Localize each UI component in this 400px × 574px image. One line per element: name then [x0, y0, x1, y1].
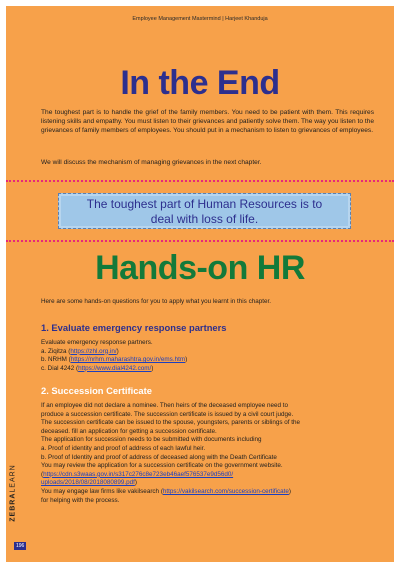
application-link-part-2[interactable]: uploads/2018/08/2018080899.pdf	[41, 479, 135, 487]
callout-line-2: deal with loss of life.	[150, 212, 259, 226]
question-1-lead: Evaluate emergency response partners.	[41, 339, 153, 346]
closing-line: for helping with the process.	[41, 496, 120, 504]
page-number: 196	[16, 543, 25, 549]
running-head: Employee Management Mastermind | Harjeet Khanduja	[132, 16, 268, 22]
dotted-divider-top	[6, 180, 394, 182]
quote-callout	[58, 193, 351, 229]
section-title-hands-on-hr: Hands-on HR	[95, 249, 305, 287]
succession-line: The succession certificate can be issued to the spouse, youngsters, parents or siblings of the	[41, 419, 301, 427]
in-the-end-paragraph: The toughest part is to handle the grief of the family members. You need to be patient with them. This requires listening skills and empathy. You must listen to their grievances and patiently solve them. The way you listen to the grievances of family members of employees. You should put in a mechanism to listen to grievances of employees.	[41, 109, 374, 134]
section-title-in-the-end: In the End	[120, 64, 280, 102]
question-1-heading: 1. Evaluate emergency response partners	[41, 322, 227, 333]
succession-line: b. Proof of Identity and proof of address of deceased along with the Death Certificate	[41, 453, 277, 461]
question-2-heading: 2. Succession Certificate	[41, 385, 152, 396]
book-page	[6, 6, 394, 562]
partner-item-ziqitza: a. Ziqitza (https://zhl.org.in/)	[41, 347, 119, 355]
ziqitza-link[interactable]: https://zhl.org.in/	[70, 347, 117, 355]
application-link-line: (https://cdn.s3waas.gov.in/s317c276c8e723eb46aef576537e9d56d0/	[41, 470, 234, 478]
succession-line: If an employee did not declare a nominee. Then heirs of the deceased employee need to	[41, 402, 289, 409]
hands-on-intro: Here are some hands-on questions for you to apply what you learnt in this chapter.	[41, 298, 271, 305]
succession-line: a. Proof of identity and proof of address of each lawful heir.	[41, 444, 206, 452]
dotted-divider-bottom	[6, 240, 394, 242]
application-link-part-1[interactable]: https://cdn.s3waas.gov.in/s317c276c8e723eb46aef576537e9d56d0/	[43, 470, 234, 478]
zebralearn-logo: ZEBRALEARN	[9, 464, 17, 522]
succession-line: produce a succession certificate. The succession certificate is issued by a civil court judge.	[41, 410, 294, 418]
question-2-body	[41, 402, 376, 505]
dial-4242-link[interactable]: https://www.dial4242.com/	[78, 364, 152, 372]
succession-line: deceased. fill an application for getting a succession certificate.	[41, 427, 217, 435]
partner-item-nrhm: b. NRHM (https://nrhm.maharashtra.gov.in/ems.htm)	[41, 356, 188, 364]
next-chapter-note: We will discuss the mechanism of managing grievances in the next chapter.	[41, 159, 262, 166]
callout-line-1: The toughest part of Human Resources is to	[86, 197, 323, 211]
vakilsearch-line: You may engage law firms like vakilsearch (https://vakilsearch.com/succession-certificate)	[41, 487, 292, 495]
succession-line: The application for succession needs to be submitted with documents including	[41, 436, 262, 444]
succession-line: You may review the application for a succession certificate on the government website.	[41, 462, 283, 470]
nrhm-link[interactable]: https://nrhm.maharashtra.gov.in/ems.htm	[70, 356, 186, 364]
partner-item-dial-4242: c. Dial 4242 (https://www.dial4242.com/)	[41, 364, 154, 372]
question-1-body	[41, 339, 376, 373]
application-link-line: uploads/2018/08/2018080899.pdf)	[41, 479, 137, 487]
vakilsearch-link[interactable]: https://vakilsearch.com/succession-certificate	[162, 487, 289, 495]
